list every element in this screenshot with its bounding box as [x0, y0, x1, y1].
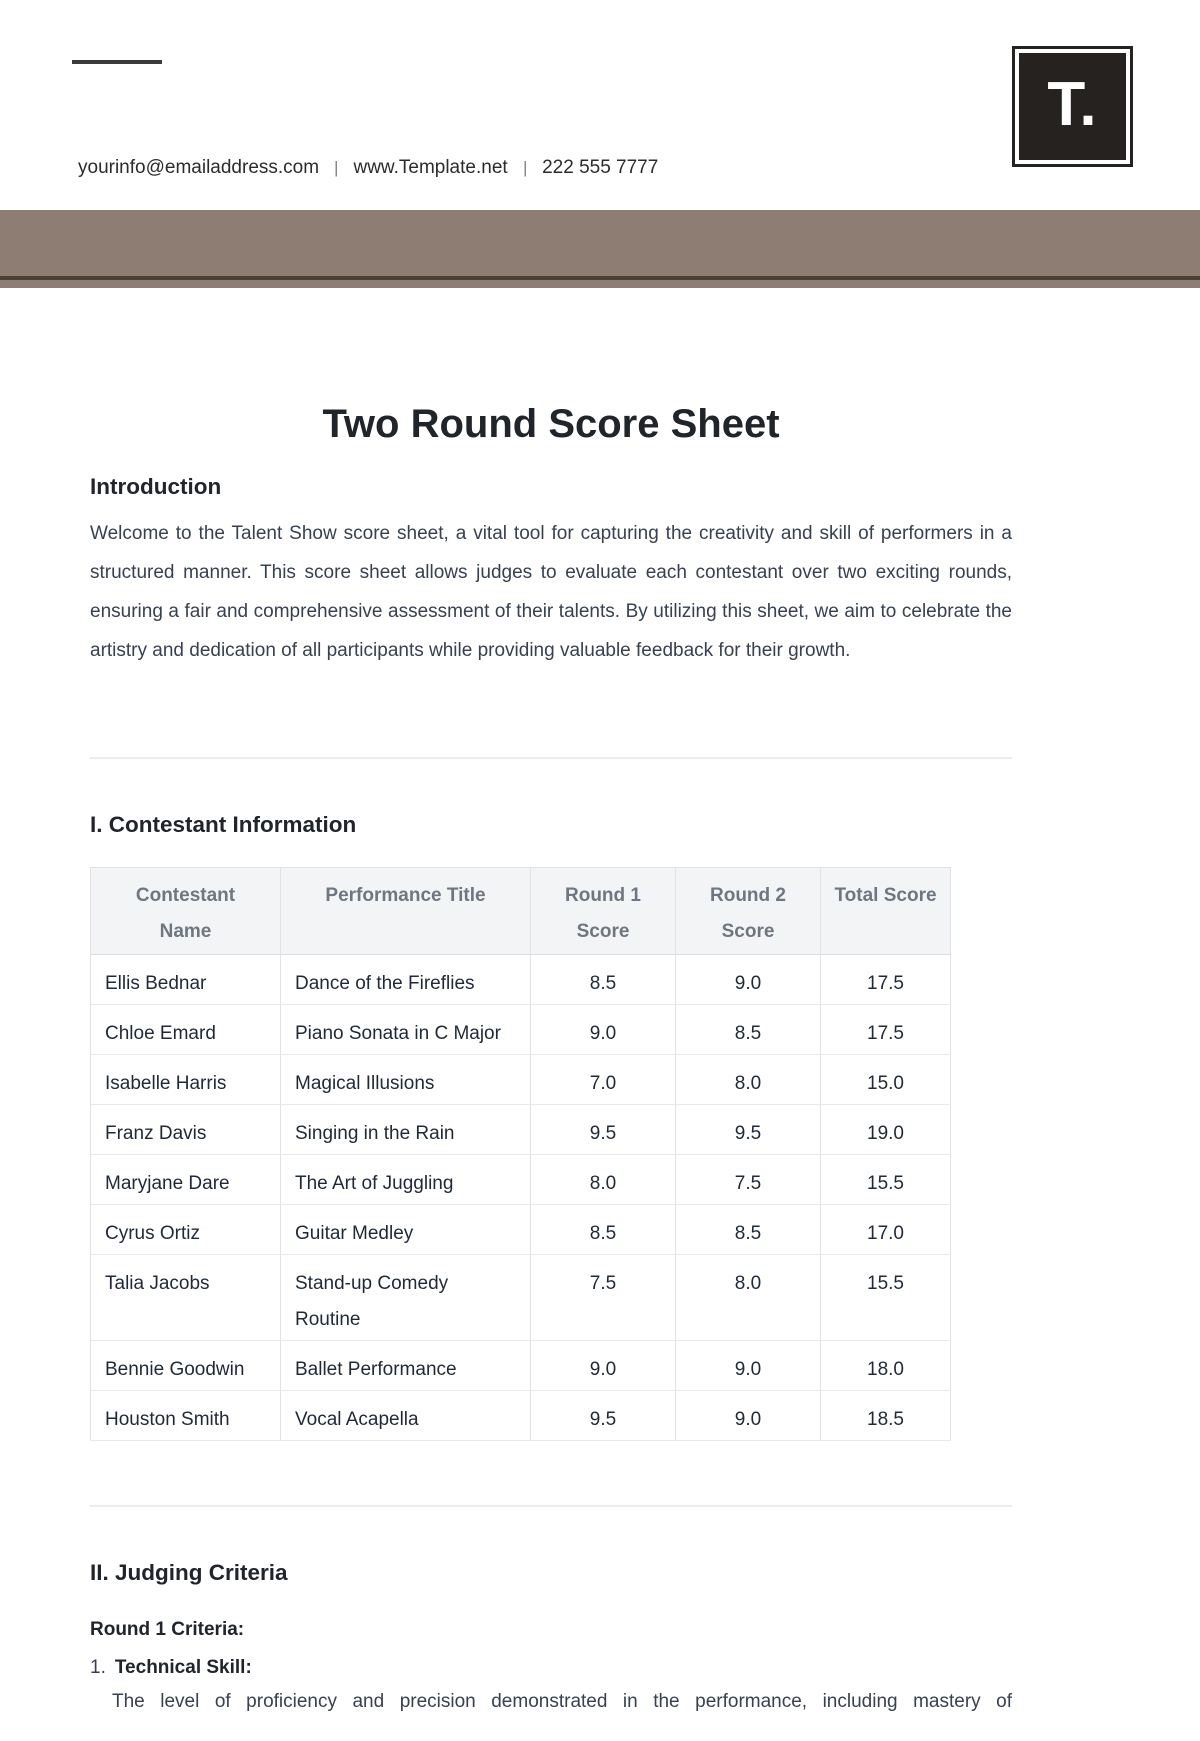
- criteria-item-number: 1.: [90, 1657, 106, 1678]
- cell-contestant-name: Ellis Bednar: [91, 955, 281, 1005]
- cell-round1-score: 9.0: [531, 1341, 676, 1391]
- cell-round2-score: 8.0: [676, 1255, 821, 1341]
- cell-round1-score: 9.5: [531, 1105, 676, 1155]
- cell-performance-title: Dance of the Fireflies: [281, 955, 531, 1005]
- table-row: [91, 1155, 951, 1205]
- cell-contestant-name: Talia Jacobs: [91, 1255, 281, 1341]
- cell-performance-title: Vocal Acapella: [281, 1391, 531, 1441]
- section-divider: [90, 1505, 1012, 1507]
- cell-total-score: 15.0: [821, 1055, 951, 1105]
- brand-logo: [1012, 46, 1133, 167]
- table-row: [91, 955, 951, 1005]
- column-header-total-score: Total Score: [821, 868, 951, 955]
- cell-total-score: 18.5: [821, 1391, 951, 1441]
- cell-contestant-name: Bennie Goodwin: [91, 1341, 281, 1391]
- cell-total-score: 17.0: [821, 1205, 951, 1255]
- cell-round1-score: 7.5: [531, 1255, 676, 1341]
- contestant-score-table: [90, 867, 951, 1441]
- cell-round2-score: 7.5: [676, 1155, 821, 1205]
- column-header-round2-score: Round 2 Score: [676, 868, 821, 955]
- brand-logo-text: T.: [1047, 69, 1098, 139]
- brand-logo-inner: [1019, 53, 1126, 160]
- cell-performance-title: The Art of Juggling: [281, 1155, 531, 1205]
- intro-heading: Introduction: [90, 474, 222, 499]
- cell-round2-score: 8.0: [676, 1055, 821, 1105]
- cell-round2-score: 9.0: [676, 1391, 821, 1441]
- table-row: [91, 1055, 951, 1105]
- table-row: [91, 1391, 951, 1441]
- criteria-list-item: [90, 1655, 1012, 1681]
- table-row: [91, 1341, 951, 1391]
- cell-round1-score: 8.5: [531, 1205, 676, 1255]
- cell-round1-score: 8.5: [531, 955, 676, 1005]
- table-header-row: [91, 868, 951, 955]
- column-header-contestant-name: Contestant Name: [91, 868, 281, 955]
- cell-total-score: 15.5: [821, 1155, 951, 1205]
- contact-email: yourinfo@emailaddress.com: [78, 157, 320, 178]
- table-row: [91, 1005, 951, 1055]
- cell-total-score: 17.5: [821, 955, 951, 1005]
- table-row: [91, 1255, 951, 1341]
- cell-round1-score: 9.0: [531, 1005, 676, 1055]
- cell-round2-score: 8.5: [676, 1005, 821, 1055]
- cell-contestant-name: Isabelle Harris: [91, 1055, 281, 1105]
- intro-paragraph: Welcome to the Talent Show score sheet, a vital tool for capturing the creativity and skill of performers in a structured manner. This score sheet allows judges to evaluate each contestant over two exciting rounds, ensuring a fair and comprehensive assessment of their talents. By utilizing this sheet, we aim to celebrate the artistry and dedication of all participants while providing valuable feedback for their growth.: [90, 523, 1012, 661]
- contact-separator: |: [523, 158, 527, 177]
- top-accent-line: [72, 60, 162, 64]
- cell-total-score: 18.0: [821, 1341, 951, 1391]
- criteria-item-description-clipped: The level of proficiency and precision demonstrated in the performance, including mastery of: [112, 1691, 1012, 1712]
- section2-heading: II. Judging Criteria: [90, 1560, 288, 1585]
- cell-contestant-name: Maryjane Dare: [91, 1155, 281, 1205]
- section-divider: [90, 757, 1012, 759]
- page-title: Two Round Score Sheet: [322, 402, 780, 446]
- cell-round2-score: 9.0: [676, 955, 821, 1005]
- header-color-band: [0, 210, 1200, 288]
- cell-contestant-name: Cyrus Ortiz: [91, 1205, 281, 1255]
- cell-round1-score: 9.5: [531, 1391, 676, 1441]
- table-row: [91, 1205, 951, 1255]
- contact-info: [78, 156, 658, 179]
- contact-separator: |: [334, 158, 338, 177]
- cell-contestant-name: Chloe Emard: [91, 1005, 281, 1055]
- cell-performance-title: Piano Sonata in C Major: [281, 1005, 531, 1055]
- cell-performance-title: Ballet Performance: [281, 1341, 531, 1391]
- cell-performance-title: Guitar Medley: [281, 1205, 531, 1255]
- cell-round2-score: 9.5: [676, 1105, 821, 1155]
- cell-round2-score: 9.0: [676, 1341, 821, 1391]
- criteria-item-label: Technical Skill:: [114, 1657, 252, 1678]
- cell-performance-title: Stand-up Comedy Routine: [281, 1255, 531, 1341]
- cell-round1-score: 7.0: [531, 1055, 676, 1105]
- cell-contestant-name: Franz Davis: [91, 1105, 281, 1155]
- round1-criteria-label: Round 1 Criteria:: [90, 1619, 245, 1640]
- section1-heading: I. Contestant Information: [90, 812, 357, 837]
- column-header-round1-score: Round 1 Score: [531, 868, 676, 955]
- cell-total-score: 17.5: [821, 1005, 951, 1055]
- cell-round2-score: 8.5: [676, 1205, 821, 1255]
- cell-total-score: 19.0: [821, 1105, 951, 1155]
- header-band-dark-line: [0, 276, 1200, 280]
- column-header-performance-title: Performance Title: [281, 868, 531, 955]
- cell-performance-title: Singing in the Rain: [281, 1105, 531, 1155]
- contact-phone: 222 555 7777: [542, 157, 659, 178]
- cell-round1-score: 8.0: [531, 1155, 676, 1205]
- cell-contestant-name: Houston Smith: [91, 1391, 281, 1441]
- contact-website: www.Template.net: [353, 157, 508, 178]
- cell-performance-title: Magical Illusions: [281, 1055, 531, 1105]
- cell-total-score: 15.5: [821, 1255, 951, 1341]
- table-row: [91, 1105, 951, 1155]
